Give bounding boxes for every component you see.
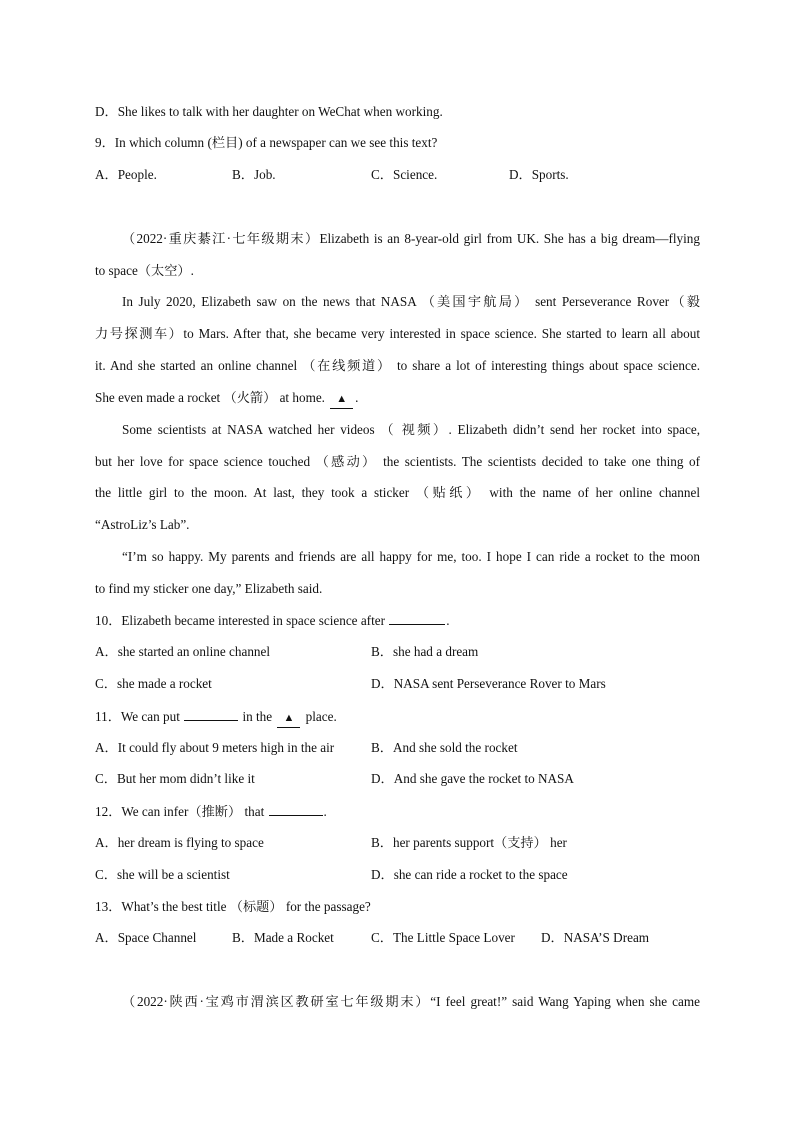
q10-option-c: C．she made a rocket: [95, 676, 212, 691]
q12-option-c: C．she will be a scientist: [95, 867, 230, 882]
q8-option-d: D．She likes to talk with her daughter on WeChat when working.: [95, 104, 443, 119]
q12-answer-blank: [269, 802, 323, 816]
passage-line-7: Some scientists at NASA watched her videos （ 视频）. Elizabeth didn’t send her rocket into space,: [122, 422, 700, 437]
passage-line-9: the little girl to the moon. At last, they took a sticker （贴纸） with the name of her online channel: [95, 485, 700, 500]
q10-option-a: A．she started an online channel: [95, 644, 271, 659]
q11-question-mid: in the: [242, 709, 273, 724]
q13-question: 13．What’s the best title （标题） for the passage?: [95, 899, 371, 914]
passage-blank-marker: ▲: [330, 390, 353, 409]
q10-option-b: B．she had a dream: [371, 644, 479, 659]
q9-option-c: C．Science.: [371, 167, 438, 182]
q11-option-c: C．But her mom didn’t like it: [95, 771, 255, 786]
q12-question-end: .: [323, 804, 327, 819]
q11-question-text: 11．We can put: [95, 709, 180, 724]
q10-question-end: .: [446, 613, 450, 628]
next-passage-line-1: （2022·陕西·宝鸡市渭滨区教研室七年级期末）“I feel great!” said Wang Yaping when she came: [122, 994, 700, 1009]
passage-line-12: to find my sticker one day,” Elizabeth said.: [95, 581, 323, 596]
passage-line-6-end: .: [355, 390, 359, 405]
q10-question: [95, 611, 700, 630]
q13-option-c: C．The Little Space Lover: [371, 930, 515, 945]
q11-option-b: B．And she sold the rocket: [371, 740, 518, 755]
q9-option-d: D．Sports.: [509, 167, 569, 182]
q11-answer-blank: [184, 707, 238, 721]
passage-line-11: “I’m so happy. My parents and friends are all happy for me, too. I hope I can ride a rocket to the moon: [122, 549, 700, 564]
q12-option-b: B．her parents support（支持） her: [371, 835, 567, 850]
q12-question-text: 12．We can infer（推断） that: [95, 804, 265, 819]
q9-question: 9．In which column (栏目) of a newspaper can we see this text?: [95, 135, 438, 150]
passage-line-8: but her love for space science touched （感动） the scientists. The scientists decided to take one thing of: [95, 454, 700, 469]
passage-line-3: In July 2020, Elizabeth saw on the news that NASA （美国宇航局） sent Perseverance Rover（毅: [122, 294, 700, 309]
q11-blank-marker: ▲: [277, 709, 300, 728]
q10-question-text: 10．Elizabeth became interested in space science after: [95, 613, 385, 628]
passage-line-10: “AstroLiz’s Lab”.: [95, 517, 190, 532]
q12-question: [95, 802, 700, 821]
q13-option-b: B．Made a Rocket: [232, 930, 334, 945]
q11-option-a: A．It could fly about 9 meters high in the air: [95, 740, 335, 755]
q10-option-d: D．NASA sent Perseverance Rover to Mars: [371, 676, 606, 691]
passage-line-1: （2022·重庆綦江·七年级期末）Elizabeth is an 8-year-old girl from UK. She has a big dream—flying: [122, 231, 700, 246]
q11-question: [95, 707, 700, 728]
q12-option-a: A．her dream is flying to space: [95, 835, 264, 850]
passage-line-5: it. And she started an online channel （在线频道） to share a lot of interesting things about space science.: [95, 358, 700, 373]
q11-question-end: place.: [305, 709, 337, 724]
q10-answer-blank: [389, 611, 445, 625]
passage-line-6-text: She even made a rocket （火箭） at home.: [95, 390, 325, 405]
q13-option-a: A．Space Channel: [95, 930, 197, 945]
passage-line-4: 力号探测车）to Mars. After that, she became very interested in space science. She started to learn all about: [95, 326, 700, 341]
passage-line-2: to space（太空）.: [95, 263, 194, 278]
q12-option-d: D．she can ride a rocket to the space: [371, 867, 568, 882]
passage-line-6: [95, 389, 700, 409]
q9-option-a: A．People.: [95, 167, 157, 182]
q9-option-b: B．Job.: [232, 167, 276, 182]
q11-option-d: D．And she gave the rocket to NASA: [371, 771, 574, 786]
q13-option-d: D．NASA’S Dream: [541, 930, 650, 945]
